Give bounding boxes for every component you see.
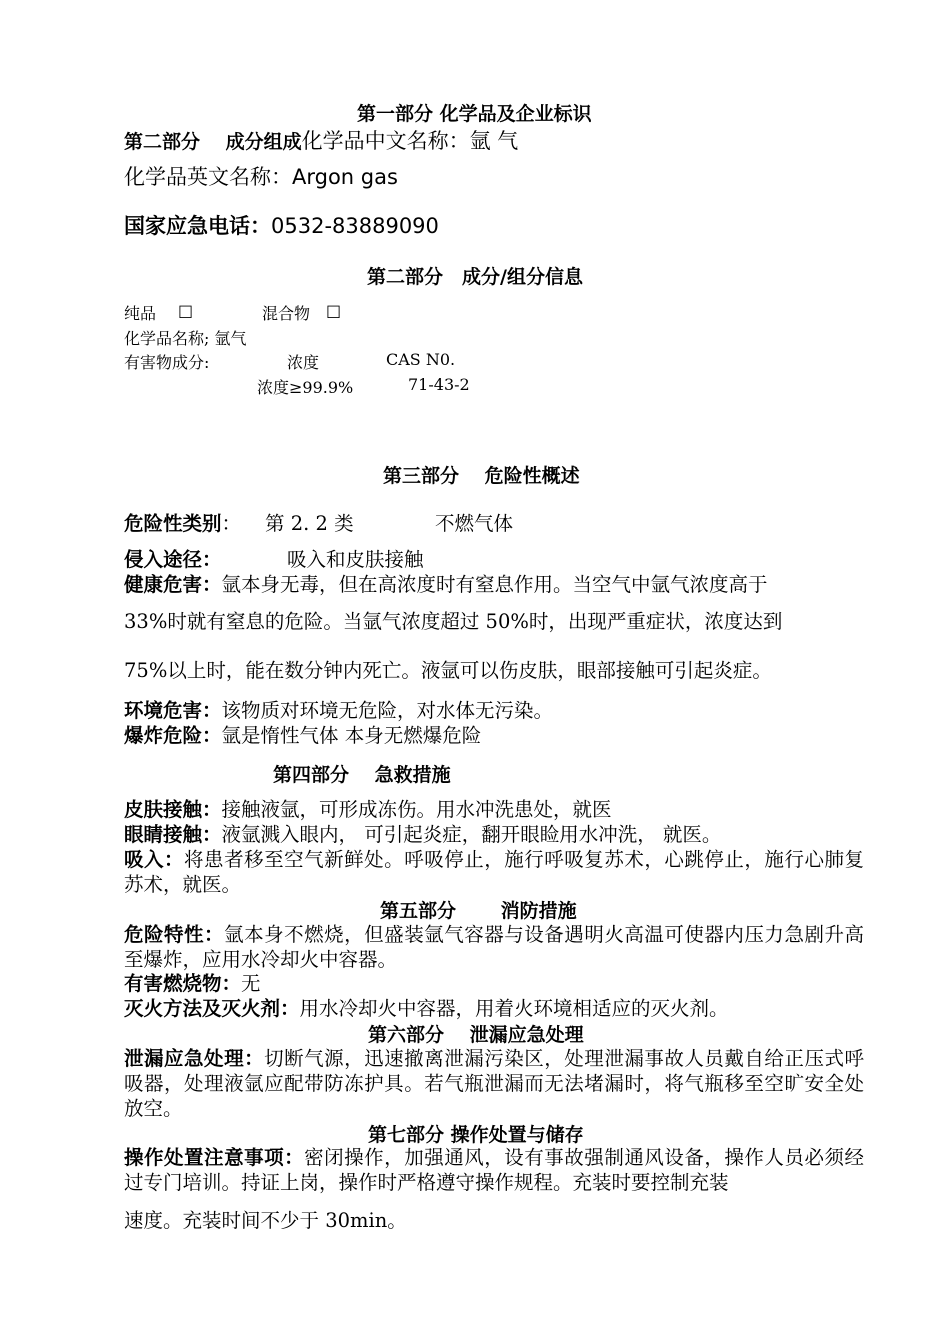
pure-label: 纯品: [124, 304, 157, 323]
eye-contact-line: [124, 822, 721, 847]
cas-value: 71-43-2: [408, 375, 470, 394]
fire-hazard-paragraph: [124, 922, 864, 972]
route-value: 吸入和皮肤接触: [287, 548, 424, 571]
extinguish-line: [124, 996, 729, 1021]
skin-contact-value: 接触液氩，可形成冻伤。用水冲洗患处，就医: [221, 798, 612, 821]
cas-header: CAS N0.: [386, 350, 456, 369]
env-hazard-label: 环境危害：: [124, 699, 222, 722]
fire-hazard-label: 危险特性：: [124, 923, 225, 946]
leak-paragraph: [124, 1046, 864, 1121]
health-line-3: 75%以上时，能在数分钟内死亡。液氩可以伤皮肤，眼部接触可引起炎症。: [124, 659, 772, 682]
chem-name: 化学品名称; 氩气: [124, 329, 247, 348]
inhalation-paragraph: [124, 847, 864, 897]
skin-contact-line: [124, 797, 612, 822]
explode-hazard-value: 氩是惰性气体 本身无燃爆危险: [221, 724, 482, 747]
handling-label: 操作处置注意事项：: [124, 1146, 305, 1169]
en-name-value: Argon gas: [292, 165, 398, 189]
hazard-class-label: 危险性类别: [124, 512, 222, 535]
extinguish-label: 灭火方法及灭火剂：: [124, 997, 300, 1020]
env-hazard-line: [124, 698, 553, 723]
leak-label: 泄漏应急处理：: [124, 1047, 265, 1070]
skin-contact-label: 皮肤接触：: [124, 798, 222, 821]
extinguish-value: 用水冷却火中容器，用着火环境相适应的灭火剂。: [299, 997, 729, 1020]
part2-inline-heading: 第二部分 成分组成: [124, 131, 302, 153]
concentration-header: 浓度: [287, 353, 320, 372]
inhalation-value: 将患者移至空气新鲜处。呼吸停止，施行呼吸复苏术，心跳停止，施行心肺复苏术，就医。: [124, 848, 864, 896]
part1-title: 第一部分 化学品及企业标识: [357, 103, 592, 125]
pure-checkbox: □: [178, 301, 194, 320]
part2-inline-line: [124, 125, 518, 155]
inhalation-label: 吸入：: [124, 848, 185, 871]
cn-name-label: 化学品中文名称：: [301, 129, 470, 153]
hazard-components-label: 有害物成分:: [124, 353, 210, 372]
handling-line-3: 速度。充装时间不少于 30min。: [124, 1209, 407, 1232]
part7-title: 第七部分 操作处置与储存: [368, 1124, 584, 1146]
cn-name-value: 氩 气: [469, 129, 519, 153]
route-label-text: 侵入途径：: [124, 548, 222, 571]
combustion-label: 有害燃烧物：: [124, 972, 242, 995]
concentration-value: 浓度≥99.9%: [257, 378, 354, 397]
phone-line: [124, 210, 439, 240]
mix-label: 混合物: [262, 304, 311, 323]
part4-title: 第四部分 急救措施: [273, 764, 451, 786]
handling-paragraph: [124, 1145, 864, 1195]
en-name-label: 化学品英文名称：: [124, 165, 292, 189]
part2-title: 第二部分 成分/组分信息: [367, 266, 583, 288]
health-text-1: 氩本身无毒，但在高浓度时有窒息作用。当空气中氩气浓度高于: [221, 573, 768, 596]
explode-hazard-label: 爆炸危险：: [124, 724, 222, 747]
combustion-value: 无: [241, 972, 261, 995]
hazard-class-sep: ：: [221, 512, 242, 535]
health-label: 健康危害：: [124, 573, 222, 596]
explode-hazard-line: [124, 723, 481, 748]
part6-title: 第六部分 泄漏应急处理: [368, 1024, 584, 1046]
mix-checkbox: □: [326, 301, 342, 320]
leak-value: 切断气源，迅速撤离泄漏污染区，处理泄漏事故人员戴自给正压式呼吸器，处理液氩应配带防冻护具。若气瓶泄漏而无法堵漏时，将气瓶移至空旷安全处放空。: [124, 1047, 864, 1120]
fire-hazard-value: 氩本身不燃烧，但盛装氩气容器与设备遇明火高温可使器内压力急剧升高至爆炸，应用水冷却火中容器。: [124, 923, 864, 971]
en-name-line: [124, 161, 398, 191]
health-line-2: 33%时就有窒息的危险。当氩气浓度超过 50%时，出现严重症状，浓度达到: [124, 610, 783, 633]
health-line-1: [124, 572, 768, 597]
env-hazard-value: 该物质对环境无危险，对水体无污染。: [221, 699, 554, 722]
handling-value: 密闭操作，加强通风，设有事故强制通风设备，操作人员必须经过专门培训。持证上岗，操作时严格遵守操作规程。充装时要控制充装: [124, 1146, 864, 1194]
part5-title: 第五部分 消防措施: [380, 900, 577, 922]
route-label: [124, 547, 222, 572]
phone-label: 国家应急电话：: [124, 214, 271, 238]
phone-value: 0532-83889090: [271, 214, 439, 238]
part3-title: 第三部分 危险性概述: [383, 465, 580, 487]
eye-contact-value: 液氩溅入眼内， 可引起炎症，翻开眼睑用水冲洗， 就医。: [221, 823, 722, 846]
hazard-class-desc: 不燃气体: [435, 512, 514, 535]
eye-contact-label: 眼睛接触：: [124, 823, 222, 846]
hazard-class-line: [124, 511, 241, 536]
hazard-class-value: 第 2. 2 类: [265, 512, 354, 535]
combustion-line: [124, 971, 261, 996]
